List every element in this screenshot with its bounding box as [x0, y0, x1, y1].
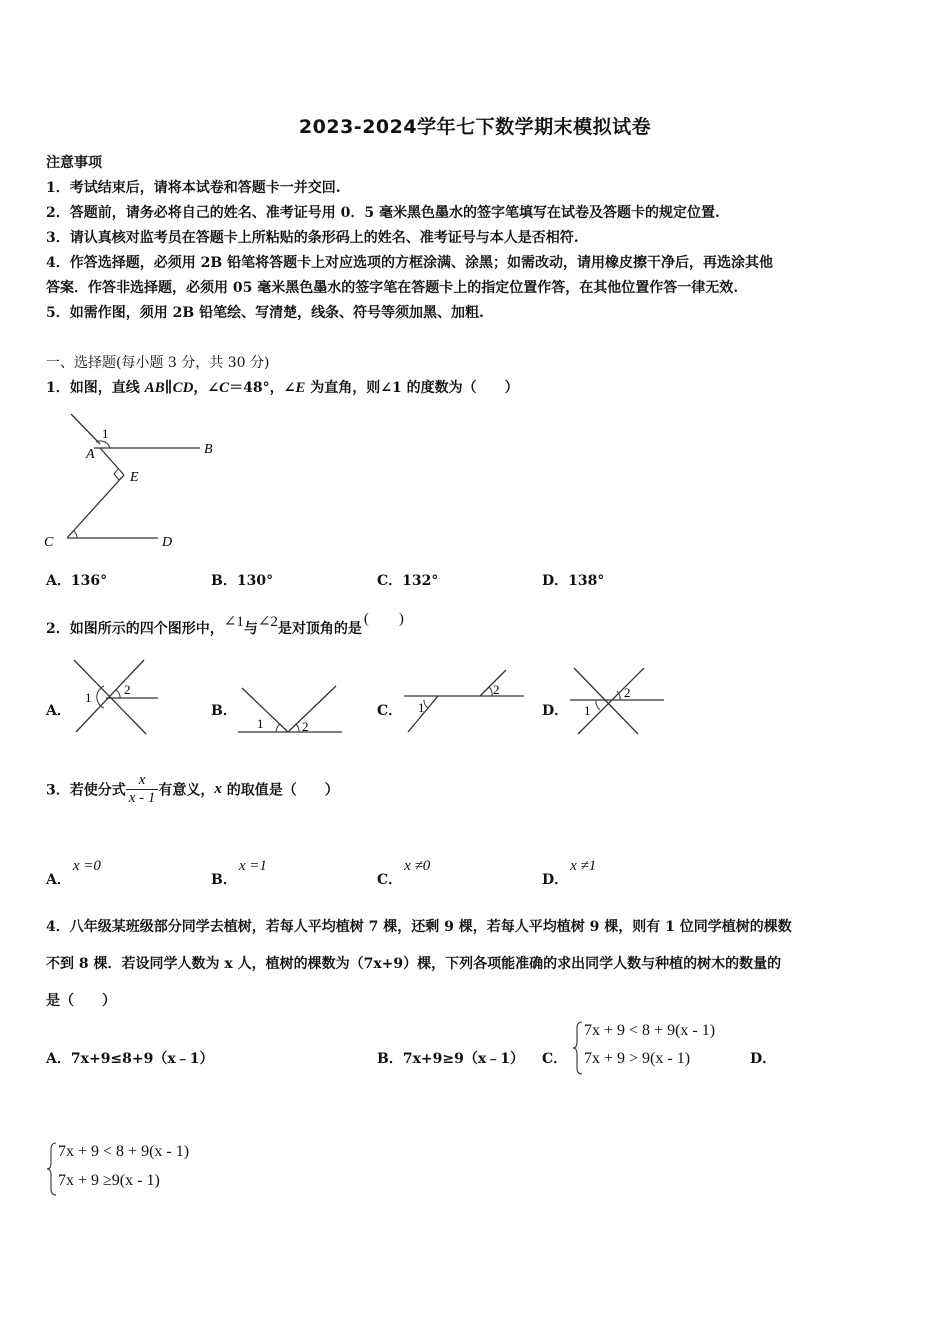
q4-option-d-letter[interactable]: D． [750, 1051, 777, 1067]
q1-option-d-letter: D． [542, 573, 569, 589]
q2-text-c: 是对顶角的是 [277, 621, 362, 637]
q3-option-d-letter: D． [542, 872, 569, 888]
q2-text-b: 与 [243, 621, 258, 637]
q4-line-1: 4．八年级某班级部分同学去植树，若每人平均植树 7 棵，还剩 9 棵，若每人平均植树 9 棵，则有 1 位同学植树的棵数 [46, 919, 792, 935]
q1-text-d: 为直角，则∠1 的度数为（ ） [305, 380, 519, 396]
q2-figure-a[interactable] [70, 656, 162, 738]
q2-option-d-letter[interactable]: D． [542, 703, 569, 719]
q1-option-a-letter: A． [46, 573, 71, 589]
notice-heading: 注意事项 [46, 155, 102, 171]
q2-angle-2: ∠2 [257, 614, 278, 630]
q4-option-d-brace [46, 1141, 58, 1197]
q1-label-c: C [44, 535, 54, 550]
q2-figure-d[interactable] [568, 664, 666, 738]
q3-option-c[interactable] [377, 858, 431, 889]
q2-text-a: 2．如图所示的四个图形中， [46, 621, 224, 637]
q1-angle-c: C [219, 380, 230, 396]
q1-text-c: ＝48°，∠ [229, 380, 296, 396]
q3-option-d-value: x ≠1 [570, 858, 597, 874]
q3-option-a-letter: A． [46, 872, 71, 888]
notice-item-1: 1．考试结束后，请将本试卷和答题卡一并交回. [46, 180, 341, 196]
q1-option-d-value: 138° [568, 573, 605, 589]
q3-option-b[interactable] [211, 858, 267, 889]
q1-option-c-letter: C． [377, 573, 403, 589]
q4-option-a[interactable] [46, 1048, 213, 1068]
q1-figure [40, 408, 230, 556]
q1-angle-c-arc [74, 531, 77, 538]
q2b-arc-2 [296, 724, 299, 732]
q1-label-d: D [162, 535, 173, 550]
q1-line-transversal [71, 414, 100, 444]
q1-label-1: 1 [102, 426, 109, 441]
q3-option-c-letter: C． [377, 872, 403, 888]
q2-option-a-letter[interactable]: A． [46, 703, 71, 719]
q2d-arc-1 [596, 700, 600, 710]
q3-text-a: 3．若使分式 [46, 782, 126, 799]
q2b-line-2 [288, 686, 336, 732]
q1-option-a-value: 136° [70, 573, 108, 589]
q1-label-e: E [130, 470, 139, 485]
q2d-line-1 [574, 668, 638, 734]
q2-stem [46, 611, 404, 638]
q4-option-a-letter: A． [46, 1051, 71, 1067]
q3-option-d[interactable] [542, 858, 597, 889]
q1-ab-cd: AB∥CD [144, 380, 194, 396]
q2b-label-1: 1 [257, 716, 264, 731]
q2-angle-1: ∠1 [223, 614, 244, 630]
q2d-line-2 [578, 668, 644, 734]
q2-option-c-letter[interactable]: C． [377, 703, 403, 719]
q2-paren: ( ) [363, 611, 404, 627]
q4-option-c-eq-2: 7x + 9 > 9(x - 1) [584, 1050, 691, 1067]
q3-stem [46, 772, 339, 807]
q3-text-b: 有意义， [158, 782, 215, 799]
q3-option-a[interactable] [46, 858, 101, 889]
q1-label-a: A [86, 447, 95, 462]
q4-option-d-eq-2: 7x + 9 ≥9(x - 1) [58, 1172, 160, 1189]
q4-line-3: 是（ ） [46, 993, 116, 1009]
q4-option-d-eq-1: 7x + 9 < 8 + 9(x - 1) [58, 1143, 190, 1160]
q2b-arc-1 [276, 724, 280, 732]
q4-option-c-brace [572, 1020, 584, 1076]
q1-stem [46, 377, 519, 397]
q1-option-b-value: 130° [236, 573, 274, 589]
q2b-label-2: 2 [302, 719, 309, 734]
q2a-label-2: 2 [124, 682, 131, 697]
q1-line-ec [67, 475, 124, 538]
q3-option-b-value: x =1 [238, 858, 267, 874]
notice-item-2: 2．答题前，请务必将自己的姓名、准考证号用 0．5 毫米黑色墨水的签字笔填写在试卷及答题卡的规定位置. [46, 205, 720, 221]
q2a-label-1: 1 [85, 690, 92, 705]
q2b-line-1 [242, 688, 288, 732]
q1-option-c-value: 132° [402, 573, 439, 589]
q3-text-c: 的取值是（ ） [221, 782, 339, 799]
q3-fraction-num: x [138, 772, 146, 788]
q2d-label-2: 2 [624, 685, 631, 700]
q2c-arc-2 [489, 687, 492, 696]
q4-option-b[interactable] [377, 1048, 524, 1068]
q2c-label-2: 2 [493, 682, 500, 697]
notice-item-4: 4．作答选择题，必须用 2B 铅笔将答题卡上对应选项的方框涂满、涂黑；如需改动，请用橡皮擦干净后，再选涂其他 [46, 255, 774, 271]
q4-option-b-letter: B． [377, 1051, 403, 1067]
q1-right-angle-mark [114, 469, 124, 480]
q3-fraction [126, 772, 159, 807]
q4-option-b-value: 7x+9≥9（x﹣1） [402, 1051, 524, 1067]
q3-option-b-letter: B． [211, 872, 237, 888]
q4-option-c-letter[interactable]: C． [542, 1051, 568, 1067]
q1-text-b: ，∠ [193, 380, 220, 396]
notice-item-5: 5．如需作图，须用 2B 铅笔绘、写清楚，线条、符号等须加黑、加粗. [46, 305, 484, 321]
q1-angle-e: E [295, 380, 306, 396]
q1-label-b: B [204, 442, 213, 457]
page-title: 2023-2024学年七下数学期末模拟试卷 [298, 116, 652, 138]
q3-var-x: x [214, 781, 222, 797]
q3-fraction-den: x - 1 [126, 789, 159, 807]
q1-option-a[interactable] [46, 570, 107, 590]
q3-option-a-value: x =0 [72, 858, 101, 874]
q4-line-2: 不到 8 棵．若设同学人数为 x 人，植树的棵数为（7x+9）棵，下列各项能准确的求出同学人数与种植的树木的数量的 [46, 956, 782, 972]
q4-option-a-value: 7x+9≤8+9（x﹣1） [70, 1051, 214, 1067]
notice-item-3: 3．请认真核对监考员在答题卡上所粘贴的条形码上的姓名、准考证号与本人是否相符. [46, 230, 579, 246]
q2c-arc-1 [424, 700, 428, 708]
q1-line-ae [100, 448, 124, 475]
q2d-label-1: 1 [584, 703, 591, 718]
notice-item-4-cont: 答案．作答非选择题，必须用 05 毫米黑色墨水的签字笔在答题卡上的指定位置作答，在其他位置作答一律无效. [46, 280, 739, 296]
q1-option-b[interactable] [211, 570, 273, 590]
q2-option-b-letter[interactable]: B． [211, 703, 237, 719]
q4-option-c-eq-1: 7x + 9 < 8 + 9(x - 1) [584, 1022, 716, 1039]
q2-figure-b[interactable] [236, 682, 346, 738]
q1-option-c[interactable] [377, 570, 438, 590]
q1-text-a: 1．如图，直线 [46, 380, 145, 396]
q1-option-b-letter: B． [211, 573, 237, 589]
q2-figure-c[interactable] [402, 668, 526, 736]
section-heading: 一、选择题(每小题 3 分，共 30 分) [46, 355, 270, 371]
q2a-arc-2 [116, 690, 120, 698]
q3-option-c-value: x ≠0 [404, 858, 431, 874]
q1-option-d[interactable] [542, 570, 604, 590]
q2c-label-1: 1 [418, 700, 425, 715]
